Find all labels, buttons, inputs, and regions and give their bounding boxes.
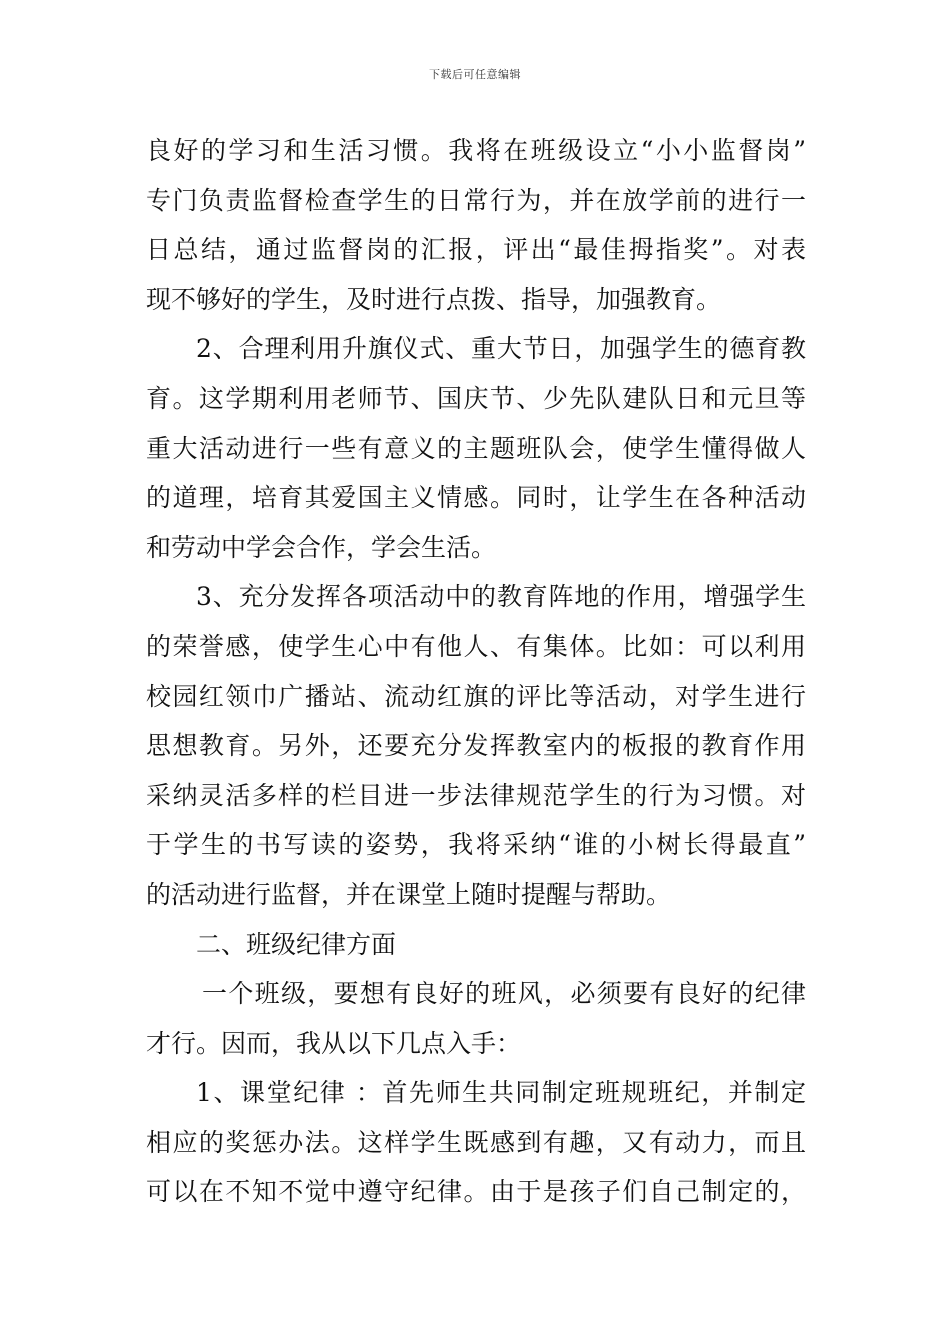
text-line: 现不够好的学生，及时进行点拨、指导，加强教育。 (146, 284, 722, 314)
text-line: 可以在不知不觉中遵守纪律。由于是孩子们自己制定的， (146, 1177, 806, 1207)
text-line: 育。这学期利用老师节、国庆节、少先队建队日和元旦等 (146, 383, 806, 413)
text-line: 良好的学习和生活习惯。我将在班级设立“小小监督岗” (146, 136, 806, 165)
section-heading: 二、班级纪律方面 (196, 929, 397, 959)
text-line: 思想教育。另外，还要充分发挥教室内的板报的教育作用 (146, 731, 806, 761)
text-line: 专门负责监督检查学生的日常行为，并在放学前的进行一 (146, 185, 806, 215)
text-line: 重大活动进行一些有意义的主题班队会，使学生懂得做人 (146, 433, 806, 463)
page-header-note: 下载后可任意编辑 (429, 68, 521, 81)
paragraph-start: 1、课堂纪律 ：首先师生共同制定班规班纪，并制定 (196, 1078, 806, 1108)
text-line: 的荣誉感，使学生心中有他人、有集体。比如：可以利用 (146, 631, 806, 661)
text-line: 的道理，培育其爱国主义情感。同时，让学生在各种活动 (146, 483, 806, 513)
text-line: 的活动进行监督，并在课堂上随时提醒与帮助。 (146, 879, 672, 909)
paragraph-start: 一个班级，要想有良好的班风，必须要有良好的纪律 (202, 979, 806, 1009)
text-line: 相应的奖惩办法。这样学生既感到有趣，又有动力，而且 (146, 1127, 806, 1157)
text-line: 采纳灵活多样的栏目进一步法律规范学生的行为习惯。对 (146, 780, 806, 810)
paragraph-3-start: 3、充分发挥各项活动中的教育阵地的作用，增强学生 (196, 582, 806, 612)
text-line: 校园红领巾广播站、流动红旗的评比等活动，对学生进行 (146, 681, 806, 711)
text-line: 才行。因而，我从以下几点入手： (146, 1028, 522, 1058)
text-line: 和劳动中学会合作，学会生活。 (146, 532, 497, 562)
text-line: 于学生的书写读的姿势，我将采纳“谁的小树长得最直” (146, 830, 806, 860)
text-line: 日总结，通过监督岗的汇报，评出“最佳拇指奖”。对表 (146, 235, 806, 265)
paragraph-2-start: 2、合理利用升旗仪式、重大节日，加强学生的德育教 (196, 334, 806, 364)
document-body (146, 126, 806, 1217)
